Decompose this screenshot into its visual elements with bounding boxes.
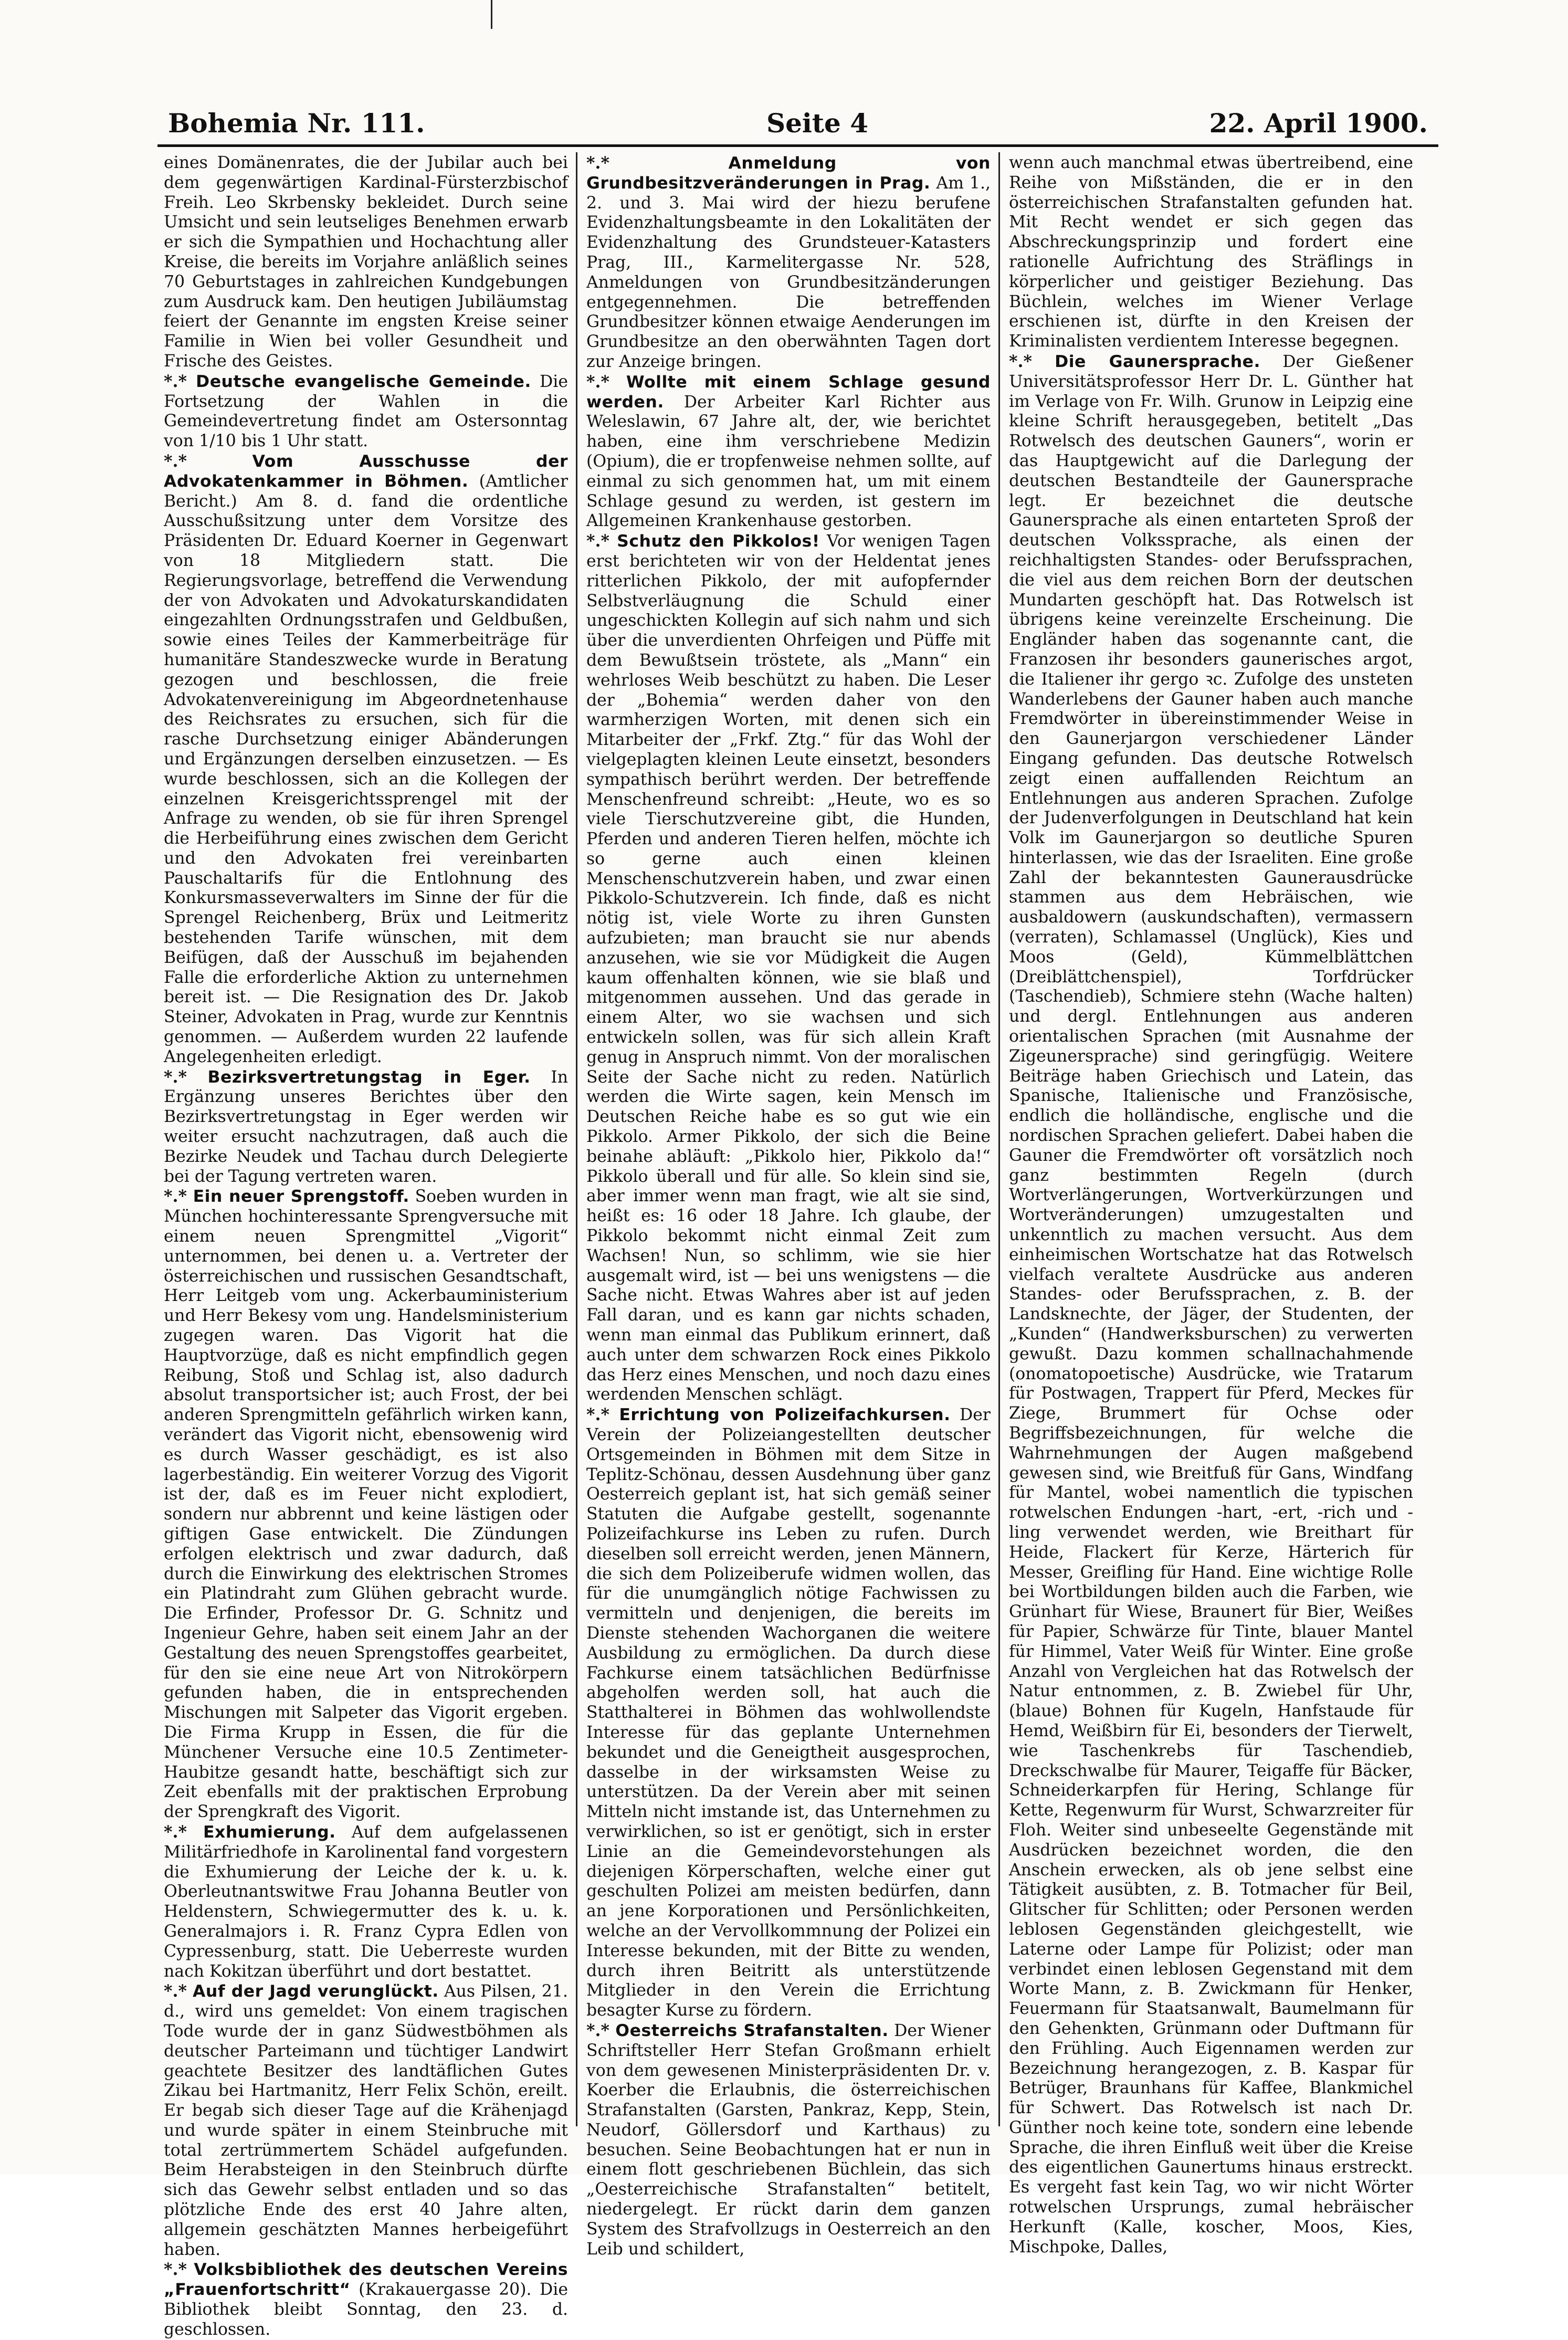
article-headline: Errichtung von Polizeifachkursen. [619,1405,951,1425]
article-paragraph [586,372,991,531]
article-paragraph [164,452,568,1067]
article-body: Der Wiener Schriftsteller Herr Stefan Großmann erhielt von dem gewesenen Ministerpräsidenten Dr. v. Koerber die Erlaubnis, die österreichischen Strafanstalten (Garsten, Pankraz, Kepp, Stein, Neudorf, Göllersdorf und Karthaus) zu besuchen. Seine Beobachtungen hat er nun in einem flott geschriebenen Büchlein, das sich „Oesterreichische Strafanstalten“ betitelt, niedergelegt. Er rückt darin dem ganzen System des Strafvollzugs in Oesterreich an den Leib und schildert, [586,2021,991,2259]
article-body: Die Fortsetzung der Wahlen in die Gemeindevertretung findet am Ostersonntag von 1/10 bis 1 Uhr statt. [164,372,568,451]
article-paragraph [164,2260,568,2339]
article-paragraph [164,1822,568,1981]
article-body: wenn auch manchmal etwas übertreibend, eine Reihe von Mißständen, die er in den österreichischen Strafanstalten gefunden hat. Mit Recht wendet er sich gegen das Abschreckungsprinzip und fordert eine rationelle Aufrichtung des Sträflings in körperlicher und geistiger Beziehung. Das Büchlein, welches im Wiener Verlage erschienen ist, dürfte in den Kreisen der Kriminalisten verdientem Interesse begegnen. [1009,153,1413,351]
article-paragraph [164,372,568,452]
page-header [168,108,1428,150]
article-headline: Auf der Jagd verunglückt. [193,1982,439,2001]
section-marker: *.* [586,153,729,173]
article-paragraph [164,1187,568,1822]
article-paragraph [586,153,991,372]
section-marker: *.* [1009,351,1055,371]
section-marker: *.* [586,2020,616,2040]
article-body: Soeben wurden in München hochinteressante Sprengversuche mit einem neuen Sprengmittel „Vigorit“ unternommen, bei denen u. a. Vertreter der österreichischen und russischen Gesandtschaft, Herr Leitgeb vom ung. Ackerbauministerium und Herr Bekesy vom ung. Handelsministerium zugegen waren. Das Vigorit hat die Hauptvorzüge, daß es nicht empfindlich gegen Reibung, Stoß und Schlag ist, also dadurch absolut transportsicher ist; auch Frost, der bei anderen Sprengmitteln gefährlich wirken kann, verändert das Vigorit nicht, ebensowenig wird es durch Wasser geschädigt, es ist also lagerbeständig. Ein weiterer Vorzug des Vigorit ist der, daß es im Feuer nicht explodiert, sondern nur abbrennt und keine lästigen oder giftigen Gase entwickelt. Die Zündungen erfolgen elektrisch und zwar dadurch, daß durch die Einwirkung des elektrischen Stromes ein Platindraht zum Glühen gebracht wurde. Die Erfinder, Professor Dr. G. Schnitz und Ingenieur Gehre, haben seit einem Jahr an der Gestaltung des neuen Sprengstoffes gearbeitet, für den sie eine neue Art von Nitrokörpern gefunden haben, die in entsprechenden Mischungen mit Salpeter das Vigorit ergeben. Die Firma Krupp in Essen, die für die Münchener Versuche eine 10.5 Zentimeter-Haubitze gesandt hatte, beschäftigt sich zur Zeit ebenfalls mit der praktischen Erprobung der Sprengkraft des Vigorit. [164,1187,568,1822]
article-paragraph [1009,153,1413,352]
article-body: Auf dem aufgelassenen Militärfriedhofe in Karolinental fand vorgestern die Exhumierung der Leiche der k. u. k. Oberleutnantswitwe Frau Johanna Beutler von Heldenstern, Schwiegermutter des k. u. k. Generalmajors i. R. Franz Cypra Edlen von Cypressenburg, statt. Die Ueberreste wurden nach Kokitzan überführt und dort bestattet. [164,1822,568,1981]
column-3 [1009,153,1413,2257]
article-headline: Volksbibliothek des deutschen Vereins „Frauenfortschritt“ [164,2260,568,2300]
article-headline: Anmeldung von Grundbesitzveränderungen in Prag. [586,154,991,193]
article-headline: Die Gaunersprache. [1055,352,1260,371]
article-body: eines Domänenrates, die der Jubilar auch bei dem gegenwärtigen Kardinal-Fürsterzbischof Freih. Leo Skrbensky bekleidet. Durch seine Umsicht und sein leutseliges Benehmen erwarb er sich die Sympathien und Hochachtung aller Kreise, die bereits im Vorjahre anläßlich seines 70 Geburtstages in zahlreichen Kundgebungen zum Ausdruck kam. Den heutigen Jubiläumstag feiert der Genannte im engsten Kreise seiner Familie in Wien bei voller Gesundheit und Frische des Geistes. [164,153,568,371]
section-marker: *.* [164,371,196,391]
column-divider [576,152,577,2126]
article-headline: Wollte mit einem Schlage gesund werden. [586,372,991,412]
section-marker: *.* [164,451,252,471]
section-marker: *.* [164,1822,204,1842]
article-headline: Schutz den Pikkolos! [617,532,820,551]
article-paragraph [586,2021,991,2260]
masthead-issue: Bohemia Nr. 111. [168,108,425,139]
article-body: (Krakauergasse 20). Die Bibliothek bleibt Sonntag, den 23. d. geschlossen. [164,2280,568,2339]
article-body: Am 1., 2. und 3. Mai wird der hiezu berufene Evidenzhaltungsbeamte in den Lokalitäten der Evidenzhaltung des Grundsteuer-Katasters Prag, III., Karmelitergasse Nr. 528, Anmeldungen von Grundbesitzänderungen entgegennehmen. Die betreffenden Grundbesitzer können etwaige Aenderungen im Grundbesitze an den oberwähnten Tagen dort zur Anzeige bringen. [586,173,991,371]
article-paragraph [1009,352,1413,2258]
article-body: Der Arbeiter Karl Richter aus Weleslawin, 67 Jahre alt, der, wie berichtet haben, eine ihm verschriebene Medizin (Opium), die er tropfenweise nehmen sollte, auf einmal zu sich genommen hat, um mit einem Schlage gesund zu werden, ist gestern im Allgemeinen Krankenhause gestorben. [586,392,991,531]
section-marker: *.* [164,1187,193,1206]
article-paragraph [164,1981,568,2260]
top-edge-mark [491,0,492,29]
section-marker: *.* [586,1405,619,1425]
section-marker: *.* [586,531,617,551]
header-rule [157,144,1438,147]
article-headline: Exhumierung. [203,1822,336,1842]
article-paragraph [586,1405,991,2021]
column-2 [586,153,991,2259]
article-paragraph [586,531,991,1405]
article-paragraph [164,153,568,372]
section-marker: *.* [164,2260,194,2280]
article-headline: Oesterreichs Strafanstalten. [615,2021,889,2040]
section-marker: *.* [164,1067,208,1087]
issue-date: 22. April 1900. [1209,108,1428,139]
column-divider [998,152,1000,2126]
article-body: Der Gießener Universitätsprofessor Herr Dr. L. Günther hat im Verlage von Fr. Wilh. Grunow in Leipzig eine kleine Schrift herausgegeben, betitelt „Das Rotwelsch des deutschen Gauners“, worin er das Hauptgewicht auf die Darlegung der deutschen Bestandteile der Gaunersprache legt. Er bezeichnet die deutsche Gaunersprache als einen entarteten Sproß der deutschen Volkssprache, als einen der reichhaltigsten Standes- oder Berufssprachen, die viel aus dem reichen Born der deutschen Mundarten geschöpft hat. Das Rotwelsch ist übrigens keine vereinzelte Erscheinung. Die Engländer haben das sogenannte cant, die Franzosen ihr besonders gaunerisches argot, die Italiener ihr gergo ꝛc. Zufolge des unsteten Wanderlebens der Gauner haben auch manche Fremdwörter in übereinstimmender Weise in den Gaunerjargon verschiedener Länder Eingang gefunden. Das deutsche Rotwelsch zeigt einen auffallenden Reichtum an Entlehnungen aus anderen Sprachen. Zufolge der Judenverfolgungen in Deutschland hat kein Volk im Gaunerjargon so deutliche Spuren hinterlassen, wie das der Israeliten. Eine große Zahl der bekanntesten Gaunerausdrücke stammen aus dem Hebräischen, wie ausbaldowern (auskundschaften), vermassern (verraten), Schlamassel (Unglück), Kies und Moos (Geld), Kümmelblättchen (Dreiblättchenspiel), Torfdrücker (Taschendieb), Schmiere stehn (Wache halten) und dergl. Entlehnungen aus anderen orientalischen Sprachen (mit Ausnahme der Zigeunersprache) sind geringfügig. Weitere Beiträge haben Griechisch und Latein, das Spanische, Italienische und Französische, endlich die holländische, englische und die nordischen Sprachen geliefert. Dabei haben die Gauner die Fremdwörter oft vorsätzlich noch ganz bestimmten Regeln (durch Wortverlängerungen, Wortverkürzungen und Wortveränderungen) umzugestalten und unkenntlich zu machen versucht. Aus dem einheimischen Wortschatze hat das Rotwelsch vielfach veraltete Ausdrücke aus anderen Standes- oder Berufssprachen, z. B. der Landsknechte, der Jäger, der Studenten, der „Kunden“ (Handwerksburschen) zu verwerten gewußt. Dazu kommen schallnachahmende (onomatopoetische) Ausdrücke, wie Tratarum für Postwagen, Trappert für Pferd, Meckes für Ziege, Brummert für Ochse oder Begriffsbezeichnungen, für welche die Wahrnehmungen der Augen maßgebend gewesen sind, wie Breitfuß für Gans, Windfang für Mantel, wobei namentlich die typischen rotwelschen Endungen -hart, -ert, -rich und -ling verwendet werden, wie Breithart für Heide, Flackert für Kerze, Härterich für Messer, Greifling für Hand. Eine wichtige Rolle bei Wortbildungen bilden auch die Farben, wie Grünhart für Wiese, Braunert für Bier, Weißes für Papier, Schwärze für Tinte, blauer Mantel für Himmel, Vater Weiß für Winter. Eine große Anzahl von Vergleichen hat das Rotwelsch der Natur entnommen, z. B. Zwiebel für Uhr, (blaue) Bohnen für Kugeln, Hanfstaude für Hemd, Weißbirn für Ei, besonders der Tierwelt, wie Taschenkrebs für Taschendieb, Dreckschwalbe für Maurer, Teigaffe für Bäcker, Schneiderkarpfen für Hering, Schlange für Kette, Regenwurm für Wurst, Schwarzreiter für Floh. Weiter sind unbeseelte Gegenstände mit Ausdrücken bezeichnet worden, die den Anschein erwecken, als ob jene selbst eine Tätigkeit ausübten, z. B. Totmacher für Beil, Glitscher für Schlitten; oder Personen werden leblosen Gegenständen gleichgestellt, wie Laterne oder Lampe für Polizist; oder man verbindet einen leblosen Gegenstand mit dem Worte Mann, z. B. Zwickmann für Henker, Feuermann für Staatsanwalt, Baumelmann für den Gehenkten, Grünmann oder Duftmann für den Frühling. Auch Eigennamen werden zur Bezeichnung herangezogen, z. B. Kaspar für Betrüger, Braunhans für Kaffee, Blankmichel für Schwert. Das Rotwelsch ist nach Dr. Günther noch keine tote, sondern eine lebende Sprache, die ihren Einfluß weit über die Kreise des eigentlichen Gaunertums hinaus erstreckt. Es vergeht fast kein Tag, wo wir nicht Wörter rotwelschen Ursprungs, zumal hebräischer Herkunft (Kalle, koscher, Moos, Kies, Mischpoke, Dalles, [1009,352,1413,2257]
article-headline: Bezirksvertretungstag in Eger. [207,1067,531,1087]
article-body: Aus Pilsen, 21. d., wird uns gemeldet: Von einem tragischen Tode wurde der in ganz Südwestböhmen als deutscher Parteimann und tüchtiger Landwirt geachtete Besitzer des landtäflichen Gutes Zikau bei Hartmanitz, Herr Felix Schön, ereilt. Er begab sich dieser Tage auf die Krähenjagd und wurde später in einem Steinbruche mit total zertrümmertem Schädel aufgefunden. Beim Herabsteigen in den Steinbruch dürfte sich das Gewehr selbst entladen und so das plötzliche Ende des erst 40 Jahre alten, allgemein geschätzten Mannes herbeigeführt haben. [164,1982,568,2259]
page-number: Seite 4 [766,108,869,139]
section-marker: *.* [586,372,626,392]
article-headline: Vom Ausschusse der Advokatenkammer in Böhmen. [164,452,568,491]
article-body: Vor wenigen Tagen erst berichteten wir von der Heldentat jenes ritterlichen Pikkolo, der mit aufopfernder Selbstverläugnung die Schuld einer ungeschickten Kollegin auf sich nahm und sich über die unverdienten Ohrfeigen und Püffe mit dem Bewußtsein tröstete, als „Mann“ ein wehrloses Weib beschützt zu haben. Die Leser der „Bohemia“ werden daher von den warmherzigen Worten, mit denen sich ein Mitarbeiter der „Frkf. Ztg.“ für das Wohl der vielgeplagten kleinen Leute einsetzt, besonders sympathisch berührt werden. Der betreffende Menschenfreund schreibt: „Heute, wo es so viele Tierschutzvereine gibt, die Hunden, Pferden und anderen Tieren helfen, möchte ich so gerne auch einen kleinen Menschenschutzverein haben, und zwar einen Pikkolo-Schutzverein. Ich finde, daß es nicht nötig ist, viele Worte zu ihren Gunsten aufzubieten; man braucht sie nur abends anzusehen, wie sie vor Müdigkeit die Augen kaum offenhalten können, wie sie blaß und mitgenommen aussehen. Und das gerade in einem Alter, wo sie wachsen und sich entwickeln sollen, was für sich allein Kraft genug in Anspruch nimmt. Von der moralischen Seite der Sache nicht zu reden. Natürlich werden die Wirte sagen, kein Mensch im Deutschen Reiche habe es so gut wie ein Pikkolo. Armer Pikkolo, der sich die Beine beinahe abläuft: „Pikkolo hier, Pikkolo da!“ Pikkolo überall und für alle. So klein sind sie, aber immer wenn man fragt, wie alt sie sind, heißt es: 16 oder 18 Jahre. Ich glaube, der Pikkolo bekommt nicht einmal Zeit zum Wachsen! Nun, so schlimm, wie sie hier ausgemalt wird, ist — bei uns wenigstens — die Sache nicht. Etwas Wahres aber ist auf jeden Fall daran, und es kann gar nichts schaden, wenn man einmal das Publikum erinnert, daß auch unter dem schwarzen Rock eines Pikkolo das Herz eines Menschen, und noch dazu eines werdenden Menschen schlägt. [586,532,991,1404]
article-body: (Amtlicher Bericht.) Am 8. d. fand die ordentliche Ausschußsitzung unter dem Vorsitze des Präsidenten Dr. Eduard Koerner in Gegenwart von 18 Mitgliedern statt. Die Regierungsvorlage, betreffend die Verwendung der von Advokaten und Advokaturskandidaten eingezahlten Ordnungsstrafen und Geldbußen, sowie eines Teiles der Kammerbeiträge für humanitäre Standeszwecke wurde in Beratung gezogen und beschlossen, die freie Advokatenvereinigung im Abgeordnetenhause des Reichsrates zu ersuchen, sich für die rasche Durchsetzung einiger Abänderungen und Ergänzungen derselben einzusetzen. — Es wurde beschlossen, sich an die Kollegen der einzelnen Kreisgerichtssprengel mit der Anfrage zu wenden, ob sie für ihren Sprengel die Herbeiführung eines zwischen dem Gericht und den Advokaten frei vereinbarten Pauschaltarifs für die Entlohnung des Konkursmasseverwalters im Sinne der für die Sprengel Reichenberg, Brüx und Leitmeritz bestehenden Tarife wünschen, mit dem Beifügen, daß der Ausschuß im bejahenden Falle die erforderliche Aktion zu unternehmen bereit ist. — Die Resignation des Dr. Jakob Steiner, Advokaten in Prag, wurde zur Kenntnis genommen. — Außerdem wurden 22 laufende Angelegenheiten erledigt. [164,471,568,1066]
article-body: In Ergänzung unseres Berichtes über den Bezirksvertretungstag in Eger werden wir weiter ersucht nachzutragen, daß auch die Bezirke Neudek und Tachau durch Delegierte bei der Tagung vertreten waren. [164,1067,568,1186]
column-1 [164,153,568,2339]
section-marker: *.* [164,1981,193,2001]
article-paragraph [164,1067,568,1187]
article-body: Der Verein der Polizeiangestellten deutscher Ortsgemeinden in Böhmen mit dem Sitze in Teplitz-Schönau, dessen Ausdehnung über ganz Oesterreich geplant ist, hat sich gemäß seiner Statuten die Aufgabe gestellt, sogenannte Polizeifachkurse ins Leben zu rufen. Durch dieselben soll erreicht werden, jenen Männern, die sich dem Polizeiberufe widmen wollen, das für die unumgänglich nötige Fachwissen zu vermitteln und denjenigen, die bereits im Dienste stehenden Wachorganen die weitere Ausbildung zu ermöglichen. Da durch diese Fachkurse einem tatsächlichen Bedürfnisse abgeholfen werden soll, hat auch die Statthalterei in Böhmen das wohlwollendste Interesse für das geplante Unternehmen bekundet und die Geneigtheit ausgesprochen, dasselbe in der wirksamsten Weise zu unterstützen. Da der Verein aber mit seinen Mitteln nicht imstande ist, das Unternehmen zu verwirklichen, so ist er genötigt, sich in erster Linie an die Gemeindevorstehungen als diejenigen Körperschaften, welche einer gut geschulten Polizei am meisten bedürfen, dann an jene Korporationen und Persönlichkeiten, welche an der Vervollkommnung der Polizei ein Interesse bekunden, mit der Bitte zu wenden, durch ihren Beitritt als unterstützende Mitglieder in den Verein die Errichtung besagter Kurse zu fördern. [586,1405,991,2020]
article-headline: Ein neuer Sprengstoff. [193,1187,409,1206]
article-headline: Deutsche evangelische Gemeinde. [196,372,531,391]
